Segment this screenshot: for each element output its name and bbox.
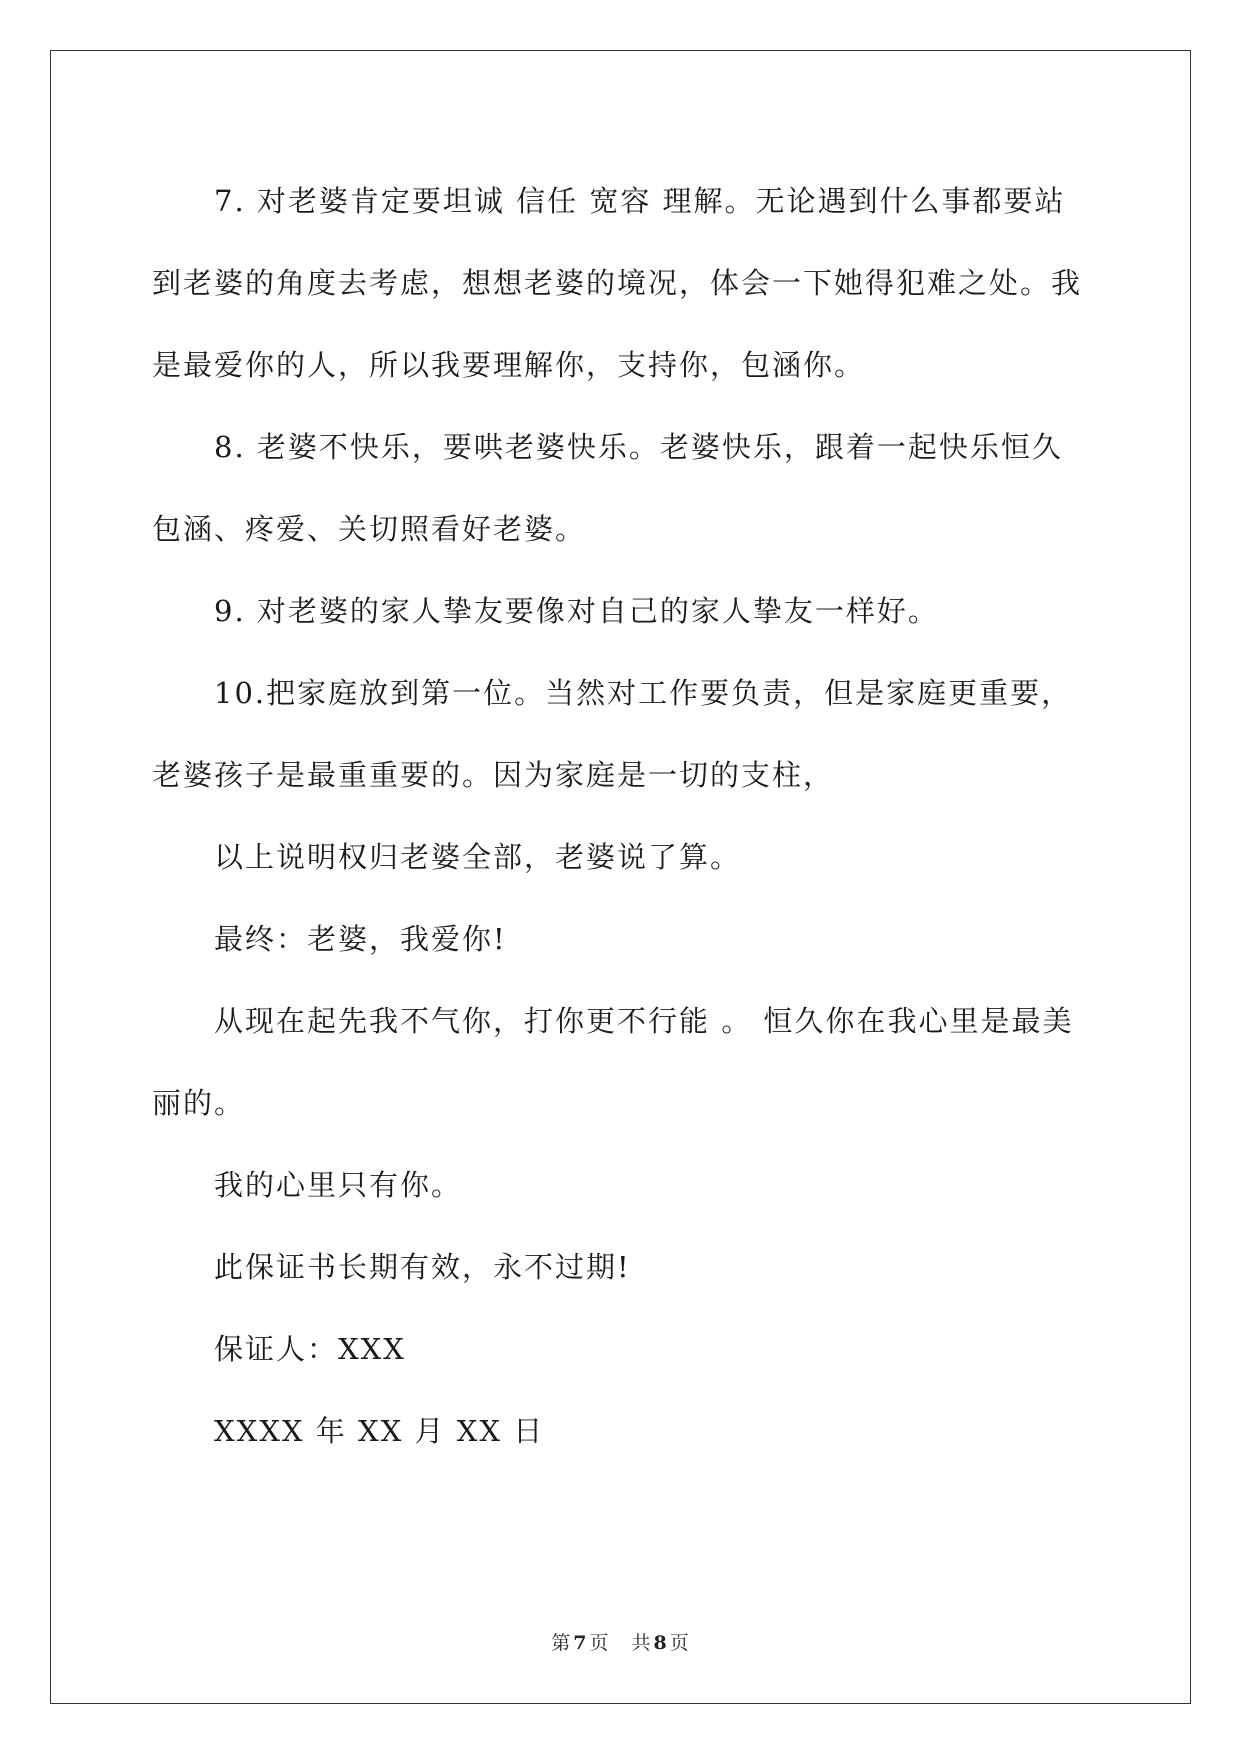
page-prefix: 第	[551, 1632, 572, 1654]
paragraph-final: 最终：老婆，我爱你!	[214, 922, 507, 956]
current-page-number: 7	[573, 1632, 588, 1654]
paragraph-promise: 从现在起先我不气你，打你更不行能 。 恒久你在我心里是最美丽的。	[152, 1004, 1074, 1120]
paragraph-summary: 以上说明权归老婆全部，老婆说了算。	[214, 840, 742, 874]
document-body	[152, 160, 1092, 1472]
total-page-number: 8	[653, 1632, 668, 1654]
paragraph-validity: 此保证书长期有效，永不过期!	[214, 1250, 631, 1284]
paragraph-item-7: 7. 对老婆肯定要坦诚 信任 宽容 理解。无论遇到什么事都要站到老婆的角度去考虑，想想老婆的境况，体会一下她得犯难之处。我是最爱你的人，所以我要理解你，支持你，包涵你。	[152, 184, 1083, 382]
total-suffix: 页	[669, 1632, 690, 1654]
paragraph-item-9: 9. 对老婆的家人挚友要像对自己的家人挚友一样好。	[214, 594, 939, 628]
date-line: XXXX 年 XX 月 XX 日	[214, 1414, 545, 1448]
page-suffix: 页	[589, 1632, 610, 1654]
total-prefix: 共	[631, 1632, 652, 1654]
page-footer	[0, 1628, 1241, 1655]
paragraph-heart: 我的心里只有你。	[214, 1168, 463, 1202]
guarantor-line: 保证人：XXX	[214, 1332, 406, 1366]
paragraph-item-8: 8. 老婆不快乐，要哄老婆快乐。老婆快乐，跟着一起快乐恒久包涵、疼爱、关切照看好老婆。	[152, 430, 1063, 546]
paragraph-item-10: 10.把家庭放到第一位。当然对工作要负责，但是家庭更重要，老婆孩子是最重重要的。因为家庭是一切的支柱，	[152, 676, 1073, 792]
